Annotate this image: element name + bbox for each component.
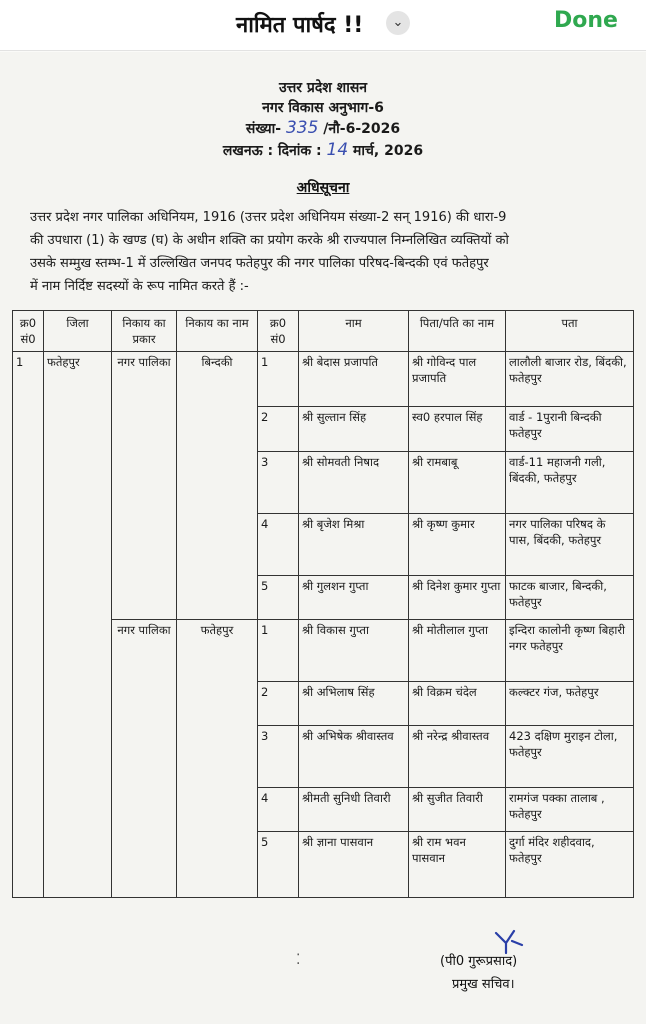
- row-sn: 5: [258, 832, 299, 898]
- notice-title: अधिसूचना: [296, 180, 350, 196]
- row-name: श्री गुलशन गुप्ता: [299, 576, 409, 620]
- row-name: श्री विकास गुप्ता: [299, 620, 409, 682]
- row-name: श्री सुल्तान सिंह: [299, 407, 409, 452]
- row-name: श्री बेदास प्रजापति: [299, 352, 409, 407]
- order-date: [0, 140, 646, 160]
- row-father: श्री सुजीत तिवारी: [409, 788, 506, 832]
- row-address: लालौली बाजार रोड, बिंदकी, फतेहपुर: [506, 352, 634, 407]
- row-address: दुर्गा मंदिर शहीदवाद, फतेहपुर: [506, 832, 634, 898]
- row-name: श्री सोमवती निषाद: [299, 452, 409, 514]
- top-bar: [0, 0, 646, 51]
- row-name: श्रीमती सुनिधी तिवारी: [299, 788, 409, 832]
- row-father: श्री कृष्ण कुमार: [409, 514, 506, 576]
- row-father: श्री दिनेश कुमार गुप्ता: [409, 576, 506, 620]
- order-number-handwritten: 335: [285, 118, 319, 138]
- header-body-name: निकाय का नाम: [177, 311, 258, 352]
- order-date-handwritten: 14: [326, 140, 349, 160]
- row-name: श्री ज्ञाना पासवान: [299, 832, 409, 898]
- chevron-down-icon[interactable]: ⌄: [386, 11, 410, 35]
- table-row: [13, 352, 634, 407]
- stamp-dots: ⁚: [296, 952, 301, 968]
- row-father: श्री मोतीलाल गुप्ता: [409, 620, 506, 682]
- header-sub-sr: क्र0 सं0: [258, 311, 299, 352]
- row-sn: 1: [258, 620, 299, 682]
- row-father: श्री राम भवन पासवान: [409, 832, 506, 898]
- header-line-1: उत्तर प्रदेश शासन: [278, 80, 368, 96]
- row-father: श्री रामबाबू: [409, 452, 506, 514]
- row-name: श्री अभिषेक श्रीवास्तव: [299, 726, 409, 788]
- order-date-prefix: लखनऊ : दिनांक :: [222, 143, 322, 159]
- header-line-2: नगर विकास अनुभाग-6: [262, 100, 384, 116]
- nominee-table: [12, 310, 634, 898]
- sr-cell: 1: [13, 352, 44, 898]
- row-name: श्री बृजेश मिश्रा: [299, 514, 409, 576]
- row-sn: 4: [258, 514, 299, 576]
- header-name: नाम: [299, 311, 409, 352]
- body-type-cell: नगर पालिका: [112, 352, 177, 620]
- header-address: पता: [506, 311, 634, 352]
- paragraph-line: की उपधारा (1) के खण्ड (घ) के अधीन शक्ति का प्रयोग करके श्री राज्यपाल निम्नलिखित व्यक्तियों को: [30, 233, 509, 248]
- order-number-prefix: संख्या-: [245, 121, 282, 137]
- row-address: इन्दिरा कालोनी कृष्ण बिहारी नगर फतेहपुर: [506, 620, 634, 682]
- header-father: पिता/पति का नाम: [409, 311, 506, 352]
- order-date-suffix: मार्च, 2026: [353, 143, 424, 159]
- document-title: नामित पार्षद !!: [236, 13, 364, 38]
- notice-paragraph: [30, 206, 620, 298]
- row-address: कल्क्टर गंज, फतेहपुर: [506, 682, 634, 726]
- row-address: वार्ड-11 महाजनी गली, बिंदकी, फतेहपुर: [506, 452, 634, 514]
- signatory-designation: प्रमुख सचिव।: [452, 977, 515, 992]
- row-sn: 5: [258, 576, 299, 620]
- table-header-row: [13, 311, 634, 352]
- row-father: श्री गोविन्द पाल प्रजापति: [409, 352, 506, 407]
- row-sn: 1: [258, 352, 299, 407]
- row-name: श्री अभिलाष सिंह: [299, 682, 409, 726]
- district-cell: फतेहपुर: [44, 352, 112, 898]
- paragraph-line: में नाम निर्दिष्ट सदस्यों के रूप नामित करते हैं :-: [30, 279, 249, 294]
- document-image: [0, 52, 646, 1024]
- paragraph-line: उसके सम्मुख स्तम्भ-1 में उल्लिखित जनपद फतेहपुर की नगर पालिका परिषद-बिन्दकी एवं फतेहपुर: [30, 256, 489, 271]
- row-address: फाटक बाजार, बिन्दकी, फतेहपुर: [506, 576, 634, 620]
- row-sn: 2: [258, 682, 299, 726]
- header-district: जिला: [44, 311, 112, 352]
- header-body-type: निकाय का प्रकार: [112, 311, 177, 352]
- body-name-cell: बिन्दकी: [177, 352, 258, 620]
- row-father: श्री नरेन्द्र श्रीवास्तव: [409, 726, 506, 788]
- row-sn: 3: [258, 452, 299, 514]
- body-type-cell: नगर पालिका: [112, 620, 177, 898]
- signatory-name: (पी0 गुरूप्रसाद): [440, 954, 518, 969]
- order-number: [0, 118, 646, 138]
- row-address: 423 दक्षिण मुराइन टोला, फतेहपुर: [506, 726, 634, 788]
- row-address: नगर पालिका परिषद के पास, बिंदकी, फतेहपुर: [506, 514, 634, 576]
- row-father: श्री विक्रम चंदेल: [409, 682, 506, 726]
- row-sn: 3: [258, 726, 299, 788]
- row-address: रामगंज पक्का तालाब , फतेहपुर: [506, 788, 634, 832]
- paragraph-line: उत्तर प्रदेश नगर पालिका अधिनियम, 1916 (उत्तर प्रदेश अधिनियम संख्या-2 सन् 1916) की धारा-9: [30, 210, 507, 225]
- row-address: वार्ड - 1पुरानी बिन्दकी फतेहपुर: [506, 407, 634, 452]
- done-button[interactable]: Done: [554, 8, 618, 33]
- order-number-suffix: /नौ-6-2026: [323, 121, 401, 137]
- body-name-cell: फतेहपुर: [177, 620, 258, 898]
- row-father: स्व0 हरपाल सिंह: [409, 407, 506, 452]
- header-sr: क्र0 सं0: [13, 311, 44, 352]
- row-sn: 2: [258, 407, 299, 452]
- row-sn: 4: [258, 788, 299, 832]
